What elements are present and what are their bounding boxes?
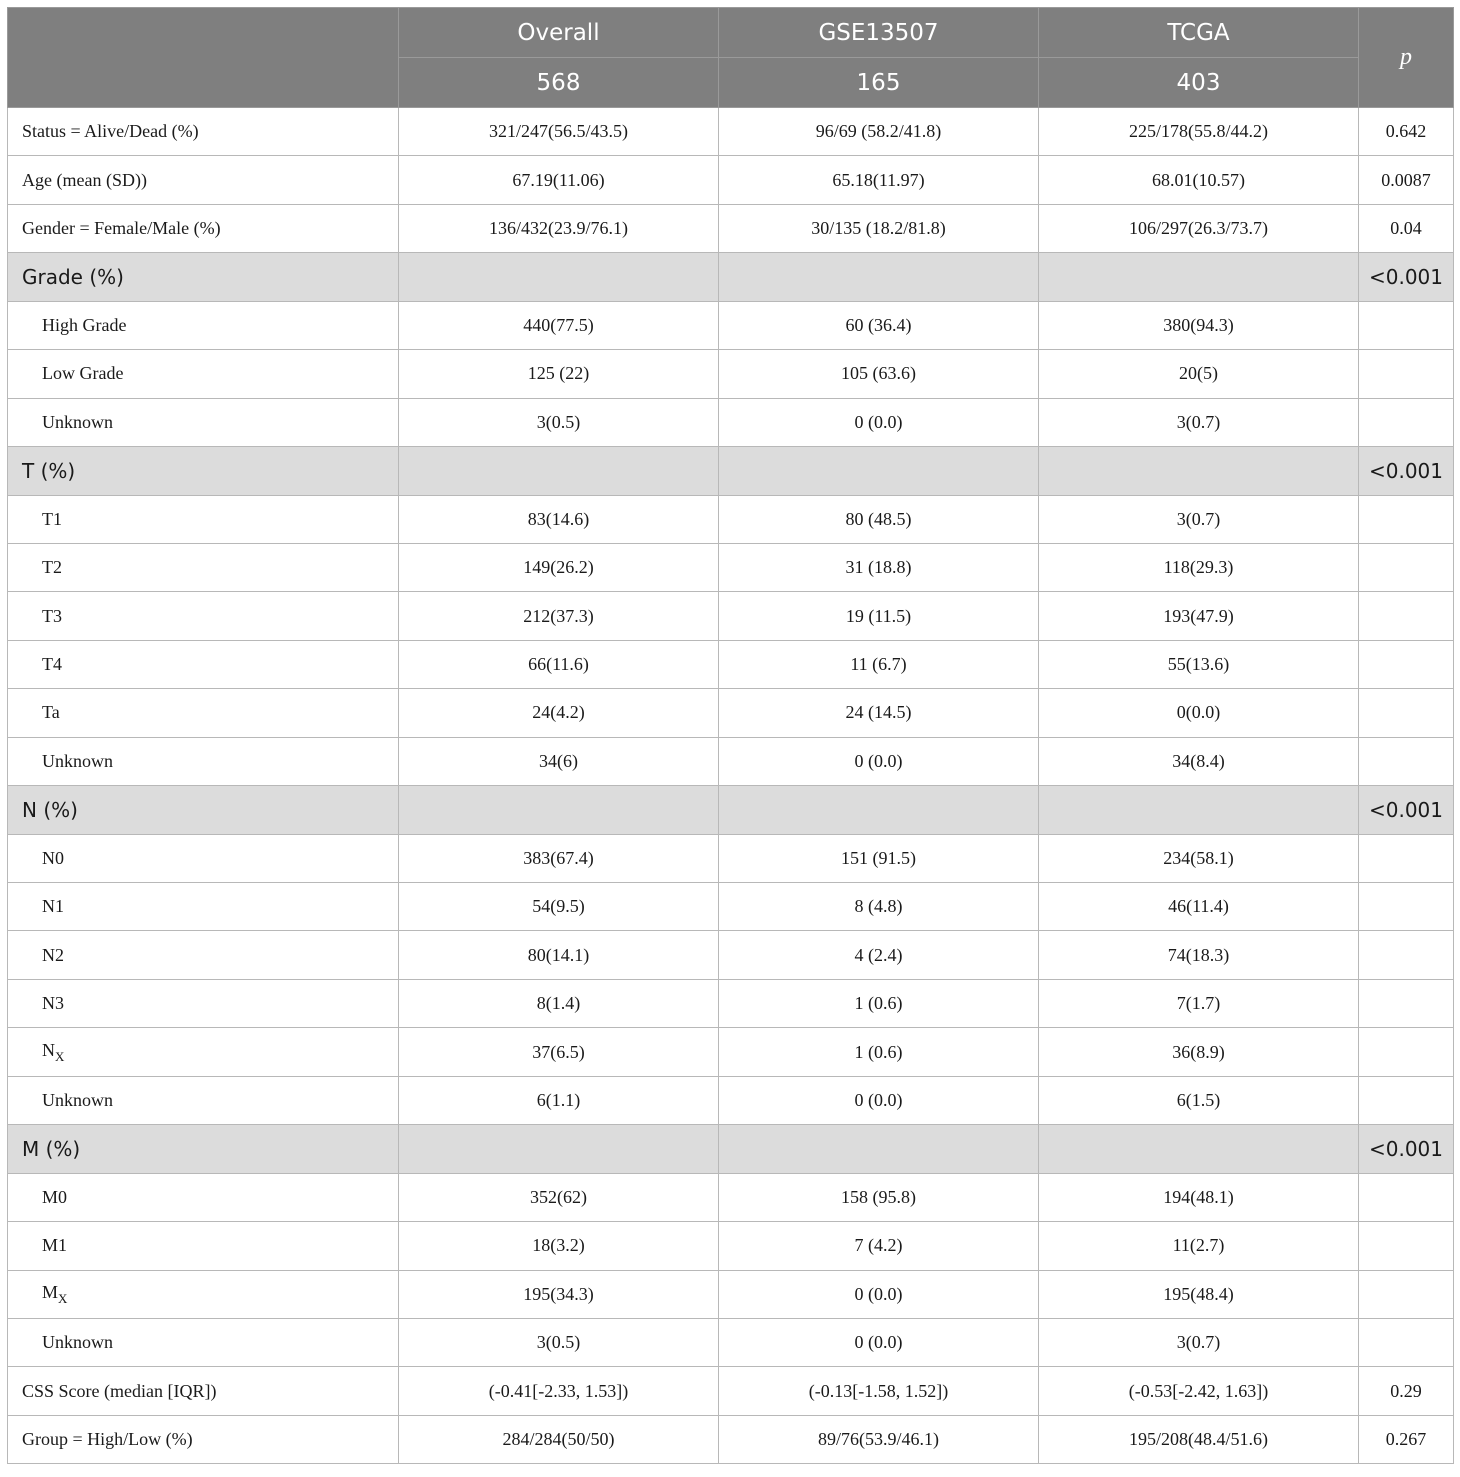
cell-tcga: 34(8.4) <box>1039 737 1359 785</box>
row-label-text: N1 <box>42 896 64 917</box>
row-label <box>8 350 399 398</box>
col-header-gse13507: GSE13507 <box>719 8 1039 58</box>
cell-p-value <box>1359 1270 1454 1318</box>
header-row-names <box>8 8 1454 58</box>
col-header-p: p <box>1359 8 1454 108</box>
cell-p-value <box>1359 1222 1454 1270</box>
table-row <box>8 1076 1454 1124</box>
table-row <box>8 979 1454 1027</box>
cell-p-value: 0.04 <box>1359 204 1454 252</box>
cell-overall: 8(1.4) <box>399 979 719 1027</box>
cell-p-value: <0.001 <box>1359 253 1454 301</box>
col-header-tcga: TCGA <box>1039 8 1359 58</box>
cell-gse13507: 30/135 (18.2/81.8) <box>719 204 1039 252</box>
table-header <box>8 8 1454 108</box>
row-label <box>8 689 399 737</box>
row-label-text: N2 <box>42 944 64 965</box>
cell-overall: (-0.41[-2.33, 1.53]) <box>399 1367 719 1415</box>
cell-p-value <box>1359 883 1454 931</box>
table-row <box>8 640 1454 688</box>
cell-tcga: 3(0.7) <box>1039 1318 1359 1366</box>
cell-gse13507 <box>719 786 1039 834</box>
cell-gse13507: 1 (0.6) <box>719 979 1039 1027</box>
cell-tcga: 194(48.1) <box>1039 1173 1359 1221</box>
cell-gse13507: 7 (4.2) <box>719 1222 1039 1270</box>
cell-p-value <box>1359 301 1454 349</box>
cell-overall: 67.19(11.06) <box>399 156 719 204</box>
row-label-text: Low Grade <box>42 363 124 384</box>
cell-tcga <box>1039 1125 1359 1173</box>
row-label <box>8 737 399 785</box>
cell-tcga <box>1039 786 1359 834</box>
row-label-text: CSS Score (median [IQR]) <box>22 1380 217 1401</box>
cell-gse13507: (-0.13[-1.58, 1.52]) <box>719 1367 1039 1415</box>
row-label <box>8 1125 399 1173</box>
cell-overall: 3(0.5) <box>399 1318 719 1366</box>
cell-gse13507: 19 (11.5) <box>719 592 1039 640</box>
cell-gse13507: 11 (6.7) <box>719 640 1039 688</box>
cell-tcga: 36(8.9) <box>1039 1028 1359 1076</box>
row-label-text: T1 <box>42 508 62 529</box>
row-label-text: Status = Alive/Dead (%) <box>22 121 199 142</box>
table-row <box>8 1270 1454 1318</box>
row-label <box>8 495 399 543</box>
table-row <box>8 689 1454 737</box>
table-row <box>8 592 1454 640</box>
cell-tcga: 20(5) <box>1039 350 1359 398</box>
cell-overall: 352(62) <box>399 1173 719 1221</box>
cell-p-value: <0.001 <box>1359 1125 1454 1173</box>
cell-overall <box>399 447 719 495</box>
col-count-gse13507: 165 <box>719 58 1039 108</box>
cell-tcga: 234(58.1) <box>1039 834 1359 882</box>
row-label <box>8 979 399 1027</box>
cell-tcga: 195(48.4) <box>1039 1270 1359 1318</box>
row-label <box>8 786 399 834</box>
row-label-text: M <box>42 1281 59 1302</box>
section-row <box>8 786 1454 834</box>
cell-tcga: 193(47.9) <box>1039 592 1359 640</box>
cell-p-value <box>1359 931 1454 979</box>
cell-tcga: 106/297(26.3/73.7) <box>1039 204 1359 252</box>
row-label-text: T2 <box>42 557 62 578</box>
cell-overall: 24(4.2) <box>399 689 719 737</box>
cell-tcga: 11(2.7) <box>1039 1222 1359 1270</box>
row-label <box>8 1076 399 1124</box>
cell-tcga: 225/178(55.8/44.2) <box>1039 108 1359 156</box>
cell-p-value <box>1359 1318 1454 1366</box>
cell-tcga: 7(1.7) <box>1039 979 1359 1027</box>
row-label <box>8 931 399 979</box>
cell-gse13507: 1 (0.6) <box>719 1028 1039 1076</box>
section-row <box>8 447 1454 495</box>
row-label-text: Gender = Female/Male (%) <box>22 218 221 239</box>
cell-overall: 321/247(56.5/43.5) <box>399 108 719 156</box>
cell-overall: 3(0.5) <box>399 398 719 446</box>
table-row <box>8 495 1454 543</box>
cell-overall: 54(9.5) <box>399 883 719 931</box>
cell-gse13507: 151 (91.5) <box>719 834 1039 882</box>
table-row <box>8 301 1454 349</box>
row-label-text: Grade (%) <box>22 265 124 290</box>
cell-gse13507 <box>719 253 1039 301</box>
cell-gse13507: 80 (48.5) <box>719 495 1039 543</box>
row-label-text: M1 <box>42 1235 68 1256</box>
col-header-overall: Overall <box>399 8 719 58</box>
table-row <box>8 398 1454 446</box>
cell-tcga: 46(11.4) <box>1039 883 1359 931</box>
row-label-text: N (%) <box>22 797 78 822</box>
cell-p-value <box>1359 1173 1454 1221</box>
row-label <box>8 1222 399 1270</box>
row-label-text: Unknown <box>42 750 113 771</box>
row-label-text: N0 <box>42 847 64 868</box>
cell-gse13507: 0 (0.0) <box>719 1270 1039 1318</box>
table-row <box>8 204 1454 252</box>
col-count-tcga: 403 <box>1039 58 1359 108</box>
cell-overall: 6(1.1) <box>399 1076 719 1124</box>
row-label <box>8 108 399 156</box>
cell-tcga: 3(0.7) <box>1039 495 1359 543</box>
cell-p-value <box>1359 1076 1454 1124</box>
row-label-text: T3 <box>42 605 62 626</box>
cell-p-value <box>1359 592 1454 640</box>
row-label <box>8 543 399 591</box>
table-row <box>8 1028 1454 1076</box>
cell-tcga: 3(0.7) <box>1039 398 1359 446</box>
row-label-subscript: X <box>55 1048 65 1064</box>
cell-overall: 284/284(50/50) <box>399 1415 719 1463</box>
row-label-text: M0 <box>42 1186 68 1207</box>
cell-gse13507 <box>719 1125 1039 1173</box>
cell-p-value <box>1359 495 1454 543</box>
table-row <box>8 834 1454 882</box>
cell-overall: 125 (22) <box>399 350 719 398</box>
cell-overall: 18(3.2) <box>399 1222 719 1270</box>
cell-overall: 440(77.5) <box>399 301 719 349</box>
cell-gse13507: 65.18(11.97) <box>719 156 1039 204</box>
table-row <box>8 1318 1454 1366</box>
row-label-text: Unknown <box>42 1332 113 1353</box>
cell-overall: 83(14.6) <box>399 495 719 543</box>
cell-gse13507: 0 (0.0) <box>719 1076 1039 1124</box>
table-row <box>8 1415 1454 1463</box>
cell-gse13507: 105 (63.6) <box>719 350 1039 398</box>
cell-p-value <box>1359 543 1454 591</box>
row-label <box>8 1318 399 1366</box>
cell-gse13507: 0 (0.0) <box>719 737 1039 785</box>
cell-p-value <box>1359 689 1454 737</box>
cell-p-value: 0.29 <box>1359 1367 1454 1415</box>
cell-p-value <box>1359 737 1454 785</box>
cell-overall: 66(11.6) <box>399 640 719 688</box>
row-label-text: T (%) <box>22 458 76 483</box>
row-label <box>8 204 399 252</box>
cell-p-value: 0.267 <box>1359 1415 1454 1463</box>
cell-overall: 149(26.2) <box>399 543 719 591</box>
cell-tcga: (-0.53[-2.42, 1.63]) <box>1039 1367 1359 1415</box>
cell-overall: 383(67.4) <box>399 834 719 882</box>
row-label-subscript: X <box>58 1290 68 1306</box>
cell-gse13507: 89/76(53.9/46.1) <box>719 1415 1039 1463</box>
row-label-text: High Grade <box>42 314 127 335</box>
cell-tcga: 118(29.3) <box>1039 543 1359 591</box>
row-label <box>8 1415 399 1463</box>
cell-gse13507: 31 (18.8) <box>719 543 1039 591</box>
row-label-text: Ta <box>42 702 60 723</box>
row-label <box>8 1028 399 1076</box>
row-label <box>8 640 399 688</box>
row-label <box>8 834 399 882</box>
table-row <box>8 543 1454 591</box>
row-label <box>8 1270 399 1318</box>
cell-gse13507: 158 (95.8) <box>719 1173 1039 1221</box>
row-label-text: N <box>42 1039 55 1060</box>
row-label <box>8 1367 399 1415</box>
row-label <box>8 156 399 204</box>
table-row <box>8 108 1454 156</box>
cell-tcga: 74(18.3) <box>1039 931 1359 979</box>
cell-gse13507: 96/69 (58.2/41.8) <box>719 108 1039 156</box>
header-corner <box>8 8 399 108</box>
cell-gse13507: 0 (0.0) <box>719 398 1039 446</box>
cell-tcga: 0(0.0) <box>1039 689 1359 737</box>
cell-p-value <box>1359 640 1454 688</box>
baseline-characteristics-table <box>7 7 1454 1464</box>
row-label-text: M (%) <box>22 1136 81 1161</box>
table-row <box>8 1367 1454 1415</box>
cell-tcga: 380(94.3) <box>1039 301 1359 349</box>
cell-tcga <box>1039 253 1359 301</box>
cell-tcga <box>1039 447 1359 495</box>
row-label <box>8 253 399 301</box>
row-label-text: Unknown <box>42 411 113 432</box>
cell-gse13507: 24 (14.5) <box>719 689 1039 737</box>
table-row <box>8 883 1454 931</box>
cell-overall <box>399 253 719 301</box>
table-row <box>8 156 1454 204</box>
cell-overall: 34(6) <box>399 737 719 785</box>
cell-overall <box>399 1125 719 1173</box>
cell-overall: 80(14.1) <box>399 931 719 979</box>
table-row <box>8 350 1454 398</box>
cell-p-value <box>1359 1028 1454 1076</box>
cell-gse13507: 8 (4.8) <box>719 883 1039 931</box>
cell-overall <box>399 786 719 834</box>
cell-tcga: 6(1.5) <box>1039 1076 1359 1124</box>
cell-tcga: 55(13.6) <box>1039 640 1359 688</box>
cell-p-value <box>1359 350 1454 398</box>
section-row <box>8 1125 1454 1173</box>
cell-gse13507 <box>719 447 1039 495</box>
table-row <box>8 1222 1454 1270</box>
cell-p-value: <0.001 <box>1359 786 1454 834</box>
cell-p-value: <0.001 <box>1359 447 1454 495</box>
cell-gse13507: 0 (0.0) <box>719 1318 1039 1366</box>
cell-p-value: 0.0087 <box>1359 156 1454 204</box>
cell-p-value: 0.642 <box>1359 108 1454 156</box>
row-label <box>8 883 399 931</box>
table-row <box>8 737 1454 785</box>
row-label <box>8 301 399 349</box>
row-label <box>8 447 399 495</box>
cell-p-value <box>1359 979 1454 1027</box>
row-label <box>8 592 399 640</box>
table-row <box>8 931 1454 979</box>
row-label-text: T4 <box>42 654 62 675</box>
cell-tcga: 68.01(10.57) <box>1039 156 1359 204</box>
row-label <box>8 1173 399 1221</box>
cell-p-value <box>1359 834 1454 882</box>
row-label-text: Age (mean (SD)) <box>22 169 147 190</box>
row-label-text: Group = High/Low (%) <box>22 1429 193 1450</box>
cell-overall: 136/432(23.9/76.1) <box>399 204 719 252</box>
row-label-text: N3 <box>42 993 64 1014</box>
cell-p-value <box>1359 398 1454 446</box>
section-row <box>8 253 1454 301</box>
cell-tcga: 195/208(48.4/51.6) <box>1039 1415 1359 1463</box>
cell-gse13507: 4 (2.4) <box>719 931 1039 979</box>
row-label <box>8 398 399 446</box>
table-body <box>8 108 1454 1464</box>
cell-overall: 212(37.3) <box>399 592 719 640</box>
cell-overall: 195(34.3) <box>399 1270 719 1318</box>
table-row <box>8 1173 1454 1221</box>
col-count-overall: 568 <box>399 58 719 108</box>
cell-overall: 37(6.5) <box>399 1028 719 1076</box>
row-label-text: Unknown <box>42 1089 113 1110</box>
cell-gse13507: 60 (36.4) <box>719 301 1039 349</box>
